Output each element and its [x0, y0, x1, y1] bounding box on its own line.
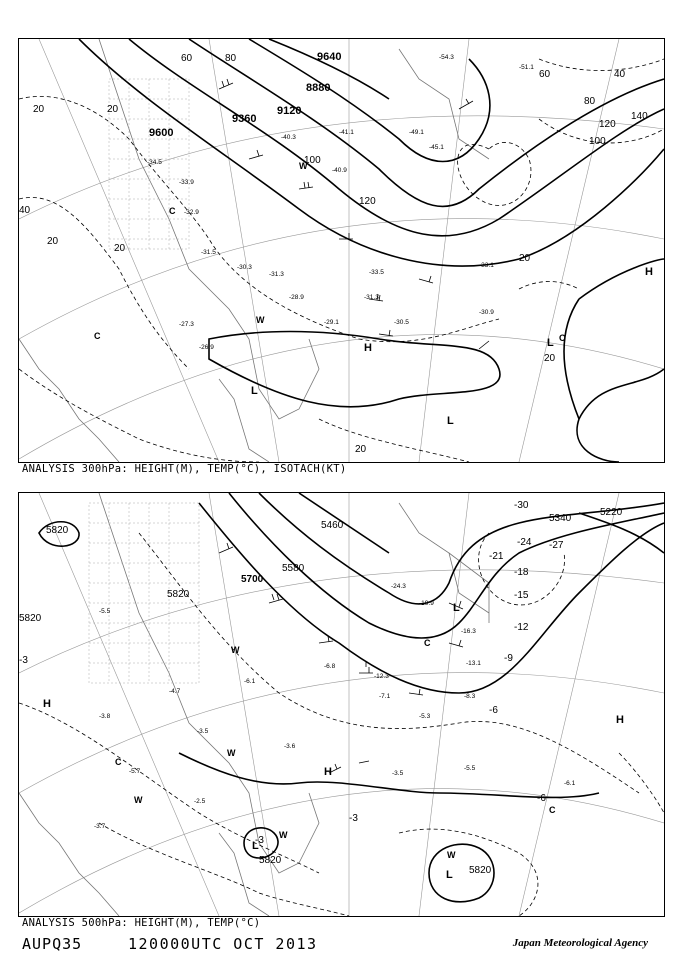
- temp-label: -9: [504, 653, 513, 664]
- temp-label: -40.9: [332, 167, 347, 174]
- height-label: 5820: [167, 589, 190, 600]
- temp-label: -27: [549, 540, 564, 551]
- isotach-label: 60: [181, 53, 193, 64]
- temp-label: -33.5: [369, 269, 384, 276]
- isotach-label: 40: [19, 205, 31, 216]
- warm-center-marker: W: [256, 315, 265, 325]
- temp-label: -31.5: [201, 249, 216, 256]
- temp-label: -49.1: [409, 129, 424, 136]
- isotach-label: 120: [359, 196, 376, 207]
- isotach-label: 80: [584, 96, 596, 107]
- coastline: [19, 39, 489, 462]
- obs-label: -5.5: [464, 765, 476, 772]
- temp-label: -30.5: [394, 319, 409, 326]
- warm-center-marker: W: [299, 161, 308, 171]
- high-center-marker: H: [43, 698, 51, 710]
- isotach-label: 20: [47, 236, 59, 247]
- warm-center-marker: W: [134, 795, 143, 805]
- isotach-label: 20: [107, 104, 119, 115]
- isotach-label: 100: [304, 155, 321, 166]
- temperature-labels: [147, 54, 534, 351]
- isotach-label: 80: [225, 53, 237, 64]
- chart-panel-300hpa: [18, 38, 665, 463]
- height-label: 5820: [259, 855, 282, 866]
- warm-center-marker: W: [447, 850, 456, 860]
- high-center-marker: H: [364, 342, 372, 354]
- height-label: 5820: [19, 613, 42, 624]
- isotach-label: 20: [114, 243, 126, 254]
- height-label: 9640: [317, 51, 342, 63]
- height-labels: [149, 51, 341, 139]
- temp-label: -12: [514, 622, 529, 633]
- obs-label: -6.8: [324, 663, 336, 670]
- obs-label: -5.5: [99, 608, 111, 615]
- height-label: 9360: [232, 113, 257, 125]
- valid-time: 120000UTC OCT 2013: [128, 935, 318, 953]
- temp-label: -29.1: [324, 319, 339, 326]
- temp-label: -31.3: [269, 271, 284, 278]
- obs-label: -3.6: [284, 743, 296, 750]
- isotach-label: 20: [544, 353, 556, 364]
- isotach-label: 100: [589, 136, 606, 147]
- chart-id: AUPQ35: [22, 935, 83, 953]
- low-center-marker: L: [547, 337, 554, 349]
- cold-center-marker: C: [424, 638, 431, 648]
- temp-label: -30.9: [479, 309, 494, 316]
- caption-500hpa: ANALYSIS 500hPa: HEIGHT(M), TEMP(°C): [22, 917, 261, 929]
- obs-label: -5.3: [419, 713, 431, 720]
- isotach-label: 20: [33, 104, 45, 115]
- temp-label: -54.3: [439, 54, 454, 61]
- height-contours: [79, 39, 664, 462]
- graticule: [19, 493, 664, 916]
- obs-label: -6.1: [244, 678, 256, 685]
- temp-label: -18: [514, 567, 529, 578]
- isotach-label: 20: [519, 253, 531, 264]
- temp-label: -45.1: [429, 144, 444, 151]
- cold-center-marker: C: [559, 333, 566, 343]
- temp-label: -26.9: [199, 344, 214, 351]
- temp-label: -6: [489, 705, 498, 716]
- temp-label: -32.9: [184, 209, 199, 216]
- low-center-marker: L: [446, 869, 453, 881]
- temperature-contours: [19, 533, 664, 916]
- temp-label: -24: [517, 537, 532, 548]
- temp-label: -41.1: [339, 129, 354, 136]
- station-observations: [94, 583, 576, 830]
- temp-label: -3: [255, 835, 264, 846]
- height-label: 5700: [241, 574, 264, 585]
- isotach-label: 120: [599, 119, 616, 130]
- temp-label: -33.9: [179, 179, 194, 186]
- map-500hpa: [19, 493, 664, 916]
- temp-label: -40.3: [281, 134, 296, 141]
- caption-300hpa: ANALYSIS 300hPa: HEIGHT(M), TEMP(°C), ISOTACH(KT): [22, 463, 347, 475]
- low-center-marker: L: [251, 385, 258, 397]
- temp-label: -3: [19, 655, 28, 666]
- temp-label: -30.3: [237, 264, 252, 271]
- temp-label: -31.3: [364, 294, 379, 301]
- obs-label: -24.3: [391, 583, 406, 590]
- low-center-marker: L: [447, 415, 454, 427]
- obs-label: -16.3: [461, 628, 476, 635]
- height-label: 8880: [306, 82, 331, 94]
- temp-label: -51.1: [519, 64, 534, 71]
- isotach-contours: [19, 59, 664, 462]
- obs-label: -13.1: [466, 660, 481, 667]
- obs-label: -8.3: [464, 693, 476, 700]
- height-label: 5340: [549, 513, 572, 524]
- obs-label: -3.7: [94, 823, 106, 830]
- low-center-marker: L: [453, 602, 460, 614]
- isotach-labels: [19, 53, 648, 455]
- isotach-label: 60: [539, 69, 551, 80]
- obs-label: -3.5: [392, 770, 404, 777]
- high-center-marker: H: [616, 714, 624, 726]
- cold-center-marker: C: [115, 757, 122, 767]
- warm-center-marker: W: [227, 748, 236, 758]
- map-300hpa: [19, 39, 664, 462]
- high-center-marker: H: [645, 266, 653, 278]
- temp-label: -6: [537, 793, 546, 804]
- warm-center-marker: W: [231, 645, 240, 655]
- temp-label: -21: [489, 551, 504, 562]
- obs-label: -3.8: [99, 713, 111, 720]
- obs-label: -2.5: [194, 798, 206, 805]
- obs-label: -4.7: [169, 688, 181, 695]
- low-center-marker: L: [252, 840, 259, 852]
- isotach-label: 140: [631, 111, 648, 122]
- obs-label: -7.1: [379, 693, 391, 700]
- obs-label: -6.1: [564, 780, 576, 787]
- obs-label: -19.9: [419, 600, 434, 607]
- cold-center-marker: C: [549, 805, 556, 815]
- height-labels: [19, 507, 623, 876]
- isotach-label: 20: [355, 444, 367, 455]
- cold-center-marker: C: [169, 206, 176, 216]
- height-label: 5460: [321, 520, 344, 531]
- obs-label: -5.7: [129, 768, 141, 775]
- warm-center-marker: W: [279, 830, 288, 840]
- height-label: 5580: [282, 563, 305, 574]
- temp-label: -30: [514, 500, 529, 511]
- height-label: 9120: [277, 105, 302, 117]
- agency-credit: Japan Meteorological Agency: [512, 937, 648, 949]
- temp-label: -33.1: [479, 262, 494, 269]
- height-label: 5820: [46, 525, 69, 536]
- temp-label: -27.3: [179, 321, 194, 328]
- obs-label: -3.5: [197, 728, 209, 735]
- obs-label: -12.3: [374, 673, 389, 680]
- temp-label: -28.9: [289, 294, 304, 301]
- temp-label: -3: [349, 813, 358, 824]
- height-label: 5820: [469, 865, 492, 876]
- coastline: [19, 493, 489, 916]
- high-center-marker: H: [324, 766, 332, 778]
- height-label: 5220: [600, 507, 623, 518]
- cold-center-marker: C: [94, 331, 101, 341]
- temp-label: -34.5: [147, 159, 162, 166]
- chart-panel-500hpa: [18, 492, 665, 917]
- temp-label: -15: [514, 590, 529, 601]
- height-label: 9600: [149, 127, 174, 139]
- isotach-label: 40: [614, 69, 626, 80]
